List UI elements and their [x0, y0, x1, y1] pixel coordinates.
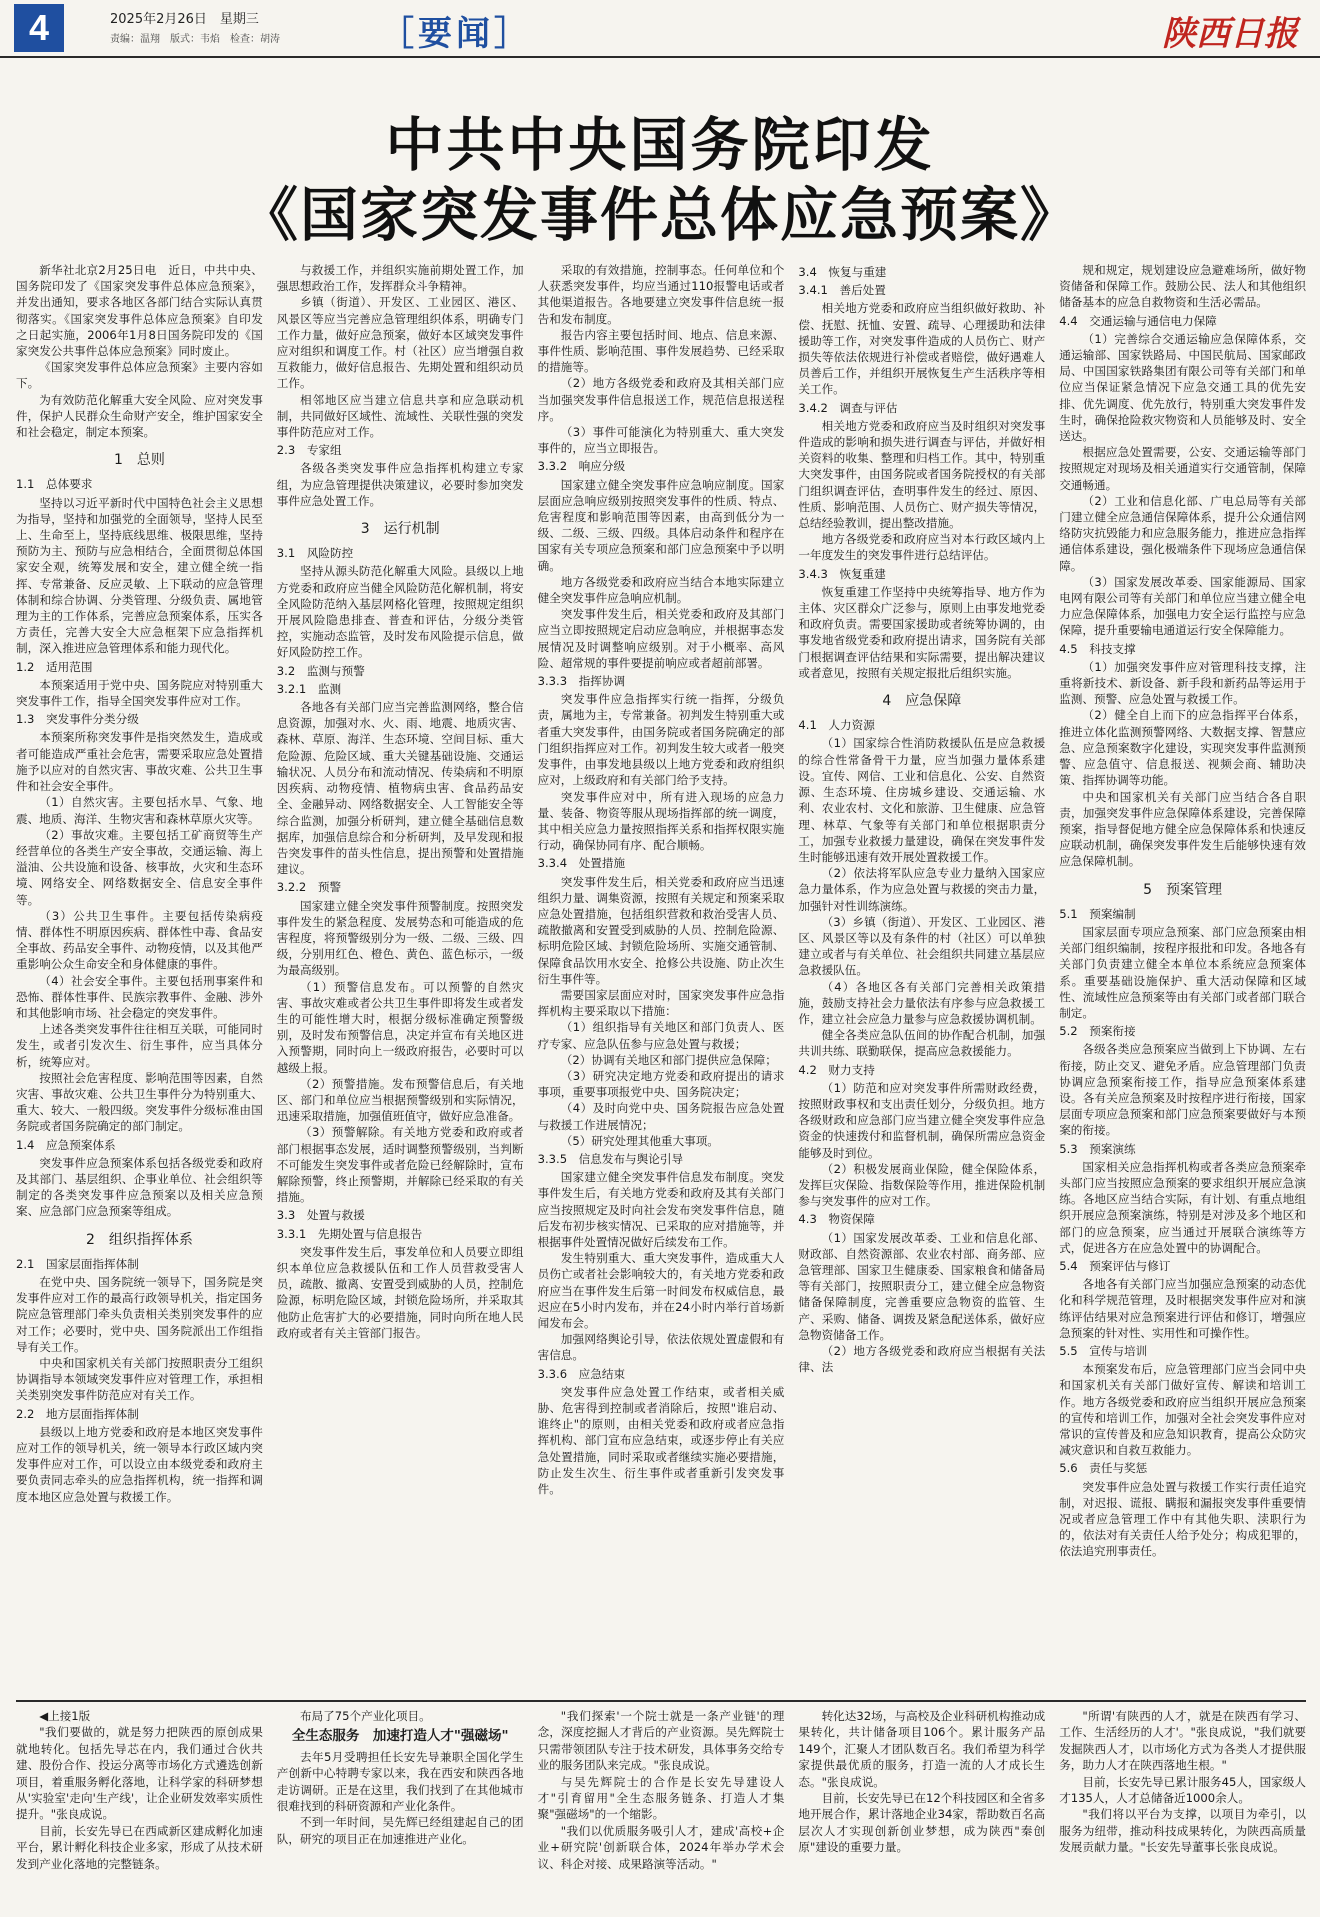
paragraph: 各地各有关部门应当加强应急预案的动态优化和科学规范管理，及时根据突发事件应对和演练评估结果对应急预案进行评估和修订，增强应急预案的针对性、实用性和可操作性。: [1059, 1277, 1306, 1340]
paragraph: （1）加强突发事件应对管理科技支撑，注重将新技术、新设备、新手段和新药品等运用于监测、预警、应急处置与救援工作。: [1059, 659, 1306, 707]
paragraph: 在党中央、国务院统一领导下，国务院是突发事件应对工作的最高行政领导机关，指定国务院应急管理部门牵头负责相关类别突发事件的应对工作；必要时，党中央、国务院派出工作组指导有关工作。: [16, 1274, 263, 1354]
paragraph: 采取的有效措施，控制事态。任何单位和个人获悉突发事件，均应当通过110报警电话或者其他渠道报告。各地要建立突发事件信息统一报告和发布制度。: [537, 263, 785, 326]
subsection-heading: 3.3.4 处置措施: [537, 856, 626, 871]
paragraph: （2）依法将军队应急专业力量纳入国家应急力量体系，作为应急处置与救援的突击力量，加强针对性训练演练。: [798, 866, 1046, 913]
paragraph: （1）防范和应对突发事件所需财政经费，按照财政事权和支出责任划分，分级负担。地方各级财政和应急部门应当建立健全突发事件应急资金的快速拨付和监督机制，确保所需应急资金能够及时到位。: [798, 1080, 1046, 1160]
paragraph: （1）预警信息发布。可以预警的自然灾害、事故灾难或者公共卫生事件即将发生或者发生的可能性增大时，根据分级标准确定预警级别，及时发布预警信息，决定并宣布有关地区进入预警期，同时向上一级政府报告，必要时可以越级上报。: [276, 979, 524, 1075]
subsection-heading: 5.6 责任与奖惩: [1059, 1461, 1148, 1476]
continued-column: [798, 1708, 1045, 1914]
paragraph: 《国家突发事件总体应急预案》主要内容如下。: [16, 360, 263, 391]
paragraph: （2）地方各级党委和政府及其相关部门应当加强突发事件信息报送工作，规范信息报送程序。: [537, 376, 785, 423]
paragraph: 去年5月受聘担任长安先导兼职全国化学生产创新中心特聘专家以来，我在西安和陕西各地走访调研。正是在这里，我们找到了在其他城市很难找到的科研资源和产业化条件。: [276, 1749, 524, 1814]
article-column: [277, 262, 524, 1692]
subsection-heading: 3.3.5 信息发布与舆论引导: [537, 1151, 684, 1166]
paragraph: 本预案所称突发事件是指突然发生，造成或者可能造成严重社会危害，需要采取应急处置措施予以应对的自然灾害、事故灾难、公共卫生事件和社会安全事件。: [16, 730, 263, 794]
paragraph: 县级以上地方党委和政府是本地区突发事件应对工作的领导机关，统一领导本行政区域内突发事件应对工作，可以设立由本级党委和政府主要负责同志牵头的应急指挥机构，统一指挥和调度本地区应急处置与救援工作。: [16, 1424, 263, 1504]
paragraph: 突发事件发生后，相关党委和政府及其部门应当立即按照规定启动应急响应，并根据事态发展情况及时调整响应级别。对于小概率、高风险、超常规的事件要提前响应或者超前部署。: [537, 607, 785, 670]
article-column: [538, 262, 785, 1692]
paragraph: 坚持以习近平新时代中国特色社会主义思想为指导，坚持和加强党的全面领导，坚持人民至上、生命至上，坚持底线思维、极限思维，坚持预防为主、预防与应急相结合，全面贯彻总体国家安全观，统筹发展和安全，建立健全统一指挥、专常兼备、反应灵敏、上下联动的应急管理体制和综合协调、分类管理、分级负责、属地管理为主的工作体系，完善应急预案体系，压实各方责任，完善大安全大应急框架下应急指挥机制，深入推进应急管理体系和能力现代化。: [16, 495, 263, 656]
paragraph: 中央和国家机关有关部门应当结合各自职责，加强突发事件应急保障体系建设，完善保障预案，指导督促地方健全应急保障体系和快速反应联动机制，确保突发事件发生后能够快速有效应急保障机制。: [1059, 789, 1306, 869]
subsection-heading: 2.1 国家层面指挥体制: [16, 1256, 139, 1271]
subsection-heading: 3.4.1 善后处置: [798, 283, 886, 298]
subsection-heading: 4.5 科技支撑: [1059, 641, 1136, 656]
continued-column: [1059, 1708, 1306, 1914]
subsection-heading: 3.3 处置与救援: [276, 1208, 365, 1223]
paragraph: 为有效防范化解重大安全风险、应对突发事件，保护人民群众生命财产安全，维护国家安全和社会稳定，制定本预案。: [16, 392, 263, 440]
paragraph: （1）自然灾害。主要包括水旱、气象、地震、地质、海洋、生物灾害和森林草原火灾等。: [16, 795, 263, 826]
paragraph: 国家建立健全突发事件应急响应制度。国家层面应急响应级别按照突发事件的性质、特点、危害程度和影响范围等因素，由高到低分为一级、二级、三级、四级。具体启动条件和程序在国家有关专项应急预案和部门应急预案中予以明确。: [537, 477, 785, 573]
section-heading: 2 组织指挥体系: [85, 1231, 193, 1248]
subsection-heading: 5.2 预案衔接: [1059, 1024, 1136, 1039]
paragraph: 相关地方党委和政府应当及时组织对突发事件造成的影响和损失进行调查与评估，并做好相关资料的收集、整理和归档工作。其中，特别重大突发事件，由国务院或者国务院授权的有关部门组织调查评估，查明事件发生的经过、原因、性质、影响范围、人员伤亡、财产损失等情况，总结经验教训，提出整改措施。: [798, 418, 1046, 531]
subsection-heading: 2.3 专家组: [276, 443, 342, 458]
paragraph: （2）事故灾难。主要包括工矿商贸等生产经营单位的各类生产安全事故，交通运输、海上溢油、公共设施和设备、核事故，火灾和生态环境、网络安全、网络数据安全、信息安全事件等。: [16, 827, 263, 907]
paragraph: 上述各类突发事件往往相互关联，可能同时发生，或者引发次生、衍生事件，应当具体分析，统筹应对。: [16, 1022, 263, 1069]
paragraph: 目前，长安先导已累计服务45人，国家级人才135人，人才总储备近1000余人。: [1059, 1774, 1306, 1806]
paragraph: "我们以优质服务吸引人才，建成'高校+企业+研究院'创新联合体，2024年举办学术会议、科企对接、成果路演等活动。": [537, 1823, 785, 1871]
paragraph: 加强网络舆论引导，依法依规处置虚假和有害信息。: [537, 1332, 785, 1363]
subsection-heading: 4.1 人力资源: [798, 718, 875, 733]
paragraph: ◀上接1版: [39, 1709, 91, 1723]
paragraph: 突发事件发生后，相关党委和政府应当迅速组织力量、调集资源，按照有关规定和预案采取应急处置措施，包括组织营救和救治受害人员、疏散撤离和安置受到威胁的人员、控制危险源、标明危险区域、封锁危险场所、实施交通管制、保障食品饮用水安全、抢修公共设施、防止次生衍生事件等。: [537, 874, 785, 986]
subsection-heading: 1.3 突发事件分类分级: [16, 712, 139, 727]
paragraph: 坚持从源头防范化解重大风险。县级以上地方党委和政府应当健全风险防范化解机制，将安全风险防范纳入基层网格化管理，按照规定组织开展风险隐患排查、普查和评估，分级分类管控，实施动态监管，及时发布风险提示信息，做好风险防控工作。: [276, 564, 524, 660]
paragraph: 突发事件应急处置与救援工作实行责任追究制，对迟报、谎报、瞒报和漏报突发事件重要情况或者应急管理工作中有其他失职、渎职行为的，依法对有关责任人给予处分；构成犯罪的，依法追究刑事责任。: [1059, 1479, 1306, 1559]
paragraph: （3）公共卫生事件。主要包括传染病疫情、群体性不明原因疾病、群体性中毒、食品安全事故、药品安全事件、动物疫情，以及其他严重影响公众生命安全和身体健康的事件。: [16, 908, 263, 972]
paragraph: （1）国家发展改革委、工业和信息化部、财政部、自然资源部、农业农村部、商务部、应急管理部、国家卫生健康委、国家粮食和储备局等有关部门，按照职责分工，建立健全应急物资储备保障制度，完善重要应急物资的监管、生产、采购、储备、调拨及紧急配送体系，做好应急物资储备工作。: [798, 1230, 1046, 1342]
subsection-heading: 1.4 应急预案体系: [16, 1137, 116, 1152]
paragraph: （2）积极发展商业保险，健全保险体系，发挥巨灾保险、指数保险等作用，推进保险机制参与突发事件的应对工作。: [798, 1161, 1046, 1209]
newspaper-logo: 陕西日报: [1162, 14, 1298, 54]
paragraph: （3）事件可能演化为特别重大、重大突发事件的，应当立即报告。: [537, 425, 785, 456]
paragraph: 突发事件应急处置工作结束，或者相关威胁、危害得到控制或者消除后，按照"谁启动、谁终止"的原则，由相关党委和政府或者应急指挥机构、部门宣布应急结束，或逐步停止有关应急处置措施，同时采取或者继续实施必要措施，防止发生次生、衍生事件或者重新引发突发事件。: [537, 1384, 785, 1497]
subsection-heading: 1.2 适用范围: [16, 659, 93, 674]
paragraph: （3）国家发展改革委、国家能源局、国家电网有限公司等有关部门和单位应当建立健全电力应急保障体系，加强电力安全运行监控与应急保障，提升重要输电通道运行安全保障能力。: [1059, 574, 1306, 638]
section-title: ［要闻］: [380, 14, 532, 54]
paragraph: 国家建立健全突发事件预警制度。按照突发事件发生的紧急程度、发展势态和可能造成的危害程度，将预警级别分为一级、二级、三级、四级，分别用红色、橙色、黄色、蓝色标示，一级为最高级别。: [276, 898, 524, 978]
continued-column: [277, 1708, 524, 1914]
article-column: [798, 262, 1045, 1692]
subsection-heading: 3.3.6 应急结束: [537, 1366, 626, 1381]
subsection-heading: 1.1 总体要求: [16, 477, 93, 492]
article-column: [1059, 262, 1306, 1692]
paragraph: 新华社北京2月25日电 近日，中共中央、国务院印发了《国家突发事件总体应急预案》，并发出通知，要求各地区各部门结合实际认真贯彻落实。《国家突发事件总体应急预案》自印发之日起实施，2006年1月8日国务院印发的《国家突发公共事件总体应急预案》同时废止。: [16, 263, 263, 359]
paragraph: （4）社会安全事件。主要包括刑事案件和恐怖、群体性事件、民族宗教事件、金融、涉外和其他影响市场、社会稳定的突发事件。: [16, 973, 263, 1020]
section-heading: 3 运行机制: [360, 521, 440, 538]
paragraph: 国家相关应急指挥机构或者各类应急预案牵头部门应当按照应急预案的要求组织开展应急演练。各地区应当结合实际，有计划、有重点地组织开展应急预案演练，特别是对涉及多个地区和部门的应急预案，应当通过开展联合演练等方式，促进各方在应急处置中的协调配合。: [1059, 1159, 1306, 1255]
paragraph: 目前，长安先导已在12个科技园区和全省多地开展合作，累计落地企业34家，帮助数百名高层次人才实现创新创业梦想，成为陕西"秦创原"建设的重要力量。: [798, 1791, 1046, 1855]
continued-column: [538, 1708, 785, 1914]
editor-credits: 责编：温翔 版式：韦焰 检查：胡涛: [110, 34, 280, 45]
subsection-heading: 5.4 预案评估与修订: [1059, 1258, 1171, 1273]
subsection-heading: 3.3.2 响应分级: [537, 459, 626, 474]
subsection-heading: 4.3 物资保障: [798, 1212, 875, 1227]
masthead: [0, 0, 1320, 58]
paragraph: 相邻地区应当建立信息共享和应急联动机制，共同做好区域性、流域性、关联性强的突发事件防范应对工作。: [276, 392, 524, 440]
subsection-heading: 5.3 预案演练: [1059, 1141, 1136, 1156]
paragraph: 转化达32场，与高校及企业科研机构推动成果转化，共计储备项目106个。累计服务产品149个，汇聚人才团队数百名。我们希望为科学家提供最优质的服务，打造一流的人才成长生态。"张良成说。: [798, 1709, 1046, 1789]
paragraph: （1）组织指导有关地区和部门负责人、医疗专家、应急队伍参与应急处置与救援；: [537, 1020, 785, 1051]
paragraph: 本预案发布后，应急管理部门应当会同中央和国家机关有关部门做好宣传、解读和培训工作。地方各级党委和政府应当组织开展应急预案的宣传和培训工作，加强对全社会突发事件应对常识的宣传普及和应急知识教育，提高公众防灾减灾意识和自救互救能力。: [1059, 1362, 1306, 1458]
paragraph: 与救援工作，并组织实施前期处置工作，加强思想政治工作，发挥群众斗争精神。: [276, 263, 524, 294]
article-column: [16, 262, 263, 1692]
subsection-heading: 3.4 恢复与重建: [798, 265, 887, 279]
paragraph: 按照社会危害程度、影响范围等因素，自然灾害、事故灾难、公共卫生事件分为特别重大、重大、较大、一般四级。突发事件分级标准由国务院或者国务院确定的部门制定。: [16, 1070, 263, 1134]
paragraph: "我们将以平台为支撑，以项目为牵引，以服务为纽带，推动科技成果转化，为陕西高质量发展贡献力量。"长安先导董事长张良成说。: [1059, 1807, 1306, 1855]
paragraph: （1）国家综合性消防救援队伍是应急救援的综合性常备骨干力量，应当加强力量体系建设。宜传、网信、工业和信息化、公安、自然资源、生态环境、住房城乡建设、交通运输、水利、农业农村、文化和旅游、卫生健康、应急管理、林草、气象等有关部门和单位根据职责分工，加强专业救援力量建设，确保在突发事件发生时能够迅速有效开展处置救援工作。: [798, 736, 1046, 864]
paragraph: 需要国家层面应对时，国家突发事件应急指挥机构主要采取以下措施：: [537, 987, 785, 1019]
page-number: 4: [14, 4, 64, 52]
paragraph: （2）预警措施。发布预警信息后，有关地区、部门和单位应当根据预警级别和实际情况，迅速采取措施，加强值班值守，做好应急准备。: [276, 1076, 524, 1124]
paragraph: 各级各类应急预案应当做到上下协调、左右衔接，防止交叉、避免矛盾。应急管理部门负责协调应急预案衔接工作，指导应急预案体系建设。各有关应急预案及时按程序进行衔接，国家层面专项应急预案和部门应急预案要做好与本预案的衔接。: [1059, 1042, 1306, 1138]
paragraph: 目前，长安先导已在西咸新区建成孵化加速平台，累计孵化科技企业多家，形成了从技术研发到产业化落地的完整链条。: [16, 1823, 263, 1871]
paragraph: 地方各级党委和政府应当对本行政区域内上一年度发生的突发事件进行总结评估。: [798, 532, 1046, 563]
paragraph: 中央和国家机关有关部门按照职责分工组织协调指导本领域突发事件应对管理工作，承担相关类别突发事件防范应对有关工作。: [16, 1356, 263, 1403]
subsection-heading: 2.2 地方层面指挥体制: [16, 1406, 139, 1421]
subsection-heading: 3.3.3 指挥协调: [537, 674, 626, 689]
subsection-heading: 3.2 监测与预警: [276, 663, 365, 678]
subsection-heading: 3.2.1 监测: [276, 681, 342, 696]
subsection-heading: 3.4.3 恢复重建: [798, 566, 886, 581]
subheading: 全生态服务 加速打造人才"强磁场": [291, 1728, 509, 1745]
subsection-heading: 4.2 财力支持: [798, 1062, 875, 1077]
issue-date: 2025年2月26日 星期三: [110, 12, 259, 27]
subsection-heading: 4.4 交通运输与通信电力保障: [1059, 313, 1217, 328]
article-body: [16, 262, 1306, 1692]
paragraph: （5）研究处理其他重大事项。: [560, 1133, 719, 1148]
paragraph: 规和规定，规划建设应急避难场所，做好物资储备和保障工作。鼓励公民、法人和其他组织储备基本的应急自救物资和生活必需品。: [1059, 263, 1306, 310]
paragraph: 健全各类应急队伍间的协作配合机制，加强共训共练、联勤联保，提高应急救援能力。: [798, 1028, 1046, 1059]
paragraph: 恢复重建工作坚持中央统筹指导、地方作为主体、灾区群众广泛参与，原则上由事发地党委和政府负责。需要国家援助或者统筹协调的，由事发地省级党委和政府提出请求，国务院有关部门根据调查评估结果和实际需要，提出解决建议或者意见，按照有关规定报批后组织实施。: [798, 584, 1046, 680]
paragraph: （2）地方各级党委和政府应当根据有关法律、法: [798, 1344, 1046, 1375]
paragraph: 相关地方党委和政府应当组织做好救助、补偿、抚慰、抚恤、安置、疏导、心理援助和法律援助等工作，对突发事件造成的人员伤亡、财产损失等依法依规进行补偿或者赔偿，做好遇难人员善后工作，并组织开展恢复生产生活秩序等相关工作。: [798, 301, 1046, 397]
section-heading: 4 应急保障: [882, 693, 962, 710]
paragraph: 国家建立健全突发事件信息发布制度。突发事件发生后，有关地方党委和政府及其有关部门应当按照规定及时向社会发布突发事件信息，随后发布初步核实情况、已采取的应对措施等，并根据事件处置情况做好后续发布工作。: [537, 1170, 785, 1249]
paragraph: 突发事件应急指挥实行统一指挥，分级负责，属地为主，专常兼备。初判发生特别重大或者重大突发事件，由国务院或者国务院确定的部门组织指挥应对工作。初判发生较大或者一般突发事件，由事发地县级以上地方党委和政府组织应对，上级政府和有关部门给予支持。: [537, 692, 785, 788]
paragraph: 突发事件应对中，所有进入现场的应急力量、装备、物资等服从现场指挥部的统一调度，其中相关应急力量按照指挥关系和指挥权限实施行动，确保协同有序、配合顺畅。: [537, 789, 785, 853]
section-heading: 5 预案管理: [1143, 881, 1223, 898]
paragraph: "我们要做的，就是努力把陕西的原创成果就地转化。包括先导芯在内，我们通过合伙共建、股份合作、投运分离等市场化方式遴选创新项目，着重服务孵化落地，让科学家的科研梦想从'实验室'走向'生产线'，让企业研发效率实质性提升。"张良成说。: [16, 1725, 263, 1822]
subsection-heading: 5.1 预案编制: [1059, 906, 1136, 921]
paragraph: 报告内容主要包括时间、地点、信息来源、事件性质、影响范围、事件发展趋势、已经采取的措施等。: [537, 327, 785, 375]
paragraph: 地方各级党委和政府应当结合本地实际建立健全突发事件应急响应机制。: [537, 574, 785, 606]
paragraph: 根据应急处置需要，公安、交通运输等部门按照规定对现场及相关通道实行交通管制，保障交通畅通。: [1059, 445, 1306, 492]
paragraph: （3）乡镇（街道）、开发区、工业园区、港区、风景区等以及有条件的村（社区）可以单独建立或者与有关单位、社会组织共同建立基层应急救援队伍。: [798, 914, 1046, 978]
continued-article: [16, 1700, 1306, 1914]
paragraph: 突发事件应急预案体系包括各级党委和政府及其部门、基层组织、企事业单位、社会组织等制定的各类突发事件应急预案以及相关应急预案、应急部门应急预案等组成。: [16, 1155, 263, 1219]
paragraph: 各级各类突发事件应急指挥机构建立专家组，为应急管理提供决策建议，必要时参加突发事件应急处置工作。: [276, 461, 524, 508]
headline-line-1: 中共中央国务院印发: [385, 111, 935, 179]
paragraph: （3）预警解除。有关地方党委和政府或者部门根据事态发展，适时调整预警级别，当判断不可能发生突发事件或者危险已经解除时，宣布解除预警，终止预警期，并解除已经采取的有关措施。: [276, 1125, 524, 1205]
paragraph: 发生特别重大、重大突发事件，造成重大人员伤亡或者社会影响较大的，有关地方党委和政府应当在事件发生后第一时间发布权威信息，最迟应在5小时内发布，并在24小时内举行首场新闻发布会。: [537, 1251, 785, 1330]
paragraph: （4）及时向党中央、国务院报告应急处置与救援工作进展情况；: [537, 1101, 785, 1132]
paragraph: "所谓'有陕西的人才，就是在陕西有学习、工作、生活经历的人才'。"张良成说，"我们就要发掘陕西人才，以市场化方式为各类人才提供服务，助力人才在陕西落地生根。": [1059, 1709, 1306, 1773]
subsection-heading: 3.2.2 预警: [276, 880, 342, 895]
paragraph: "我们探索'一个院士就是一条产业链'的理念，深度挖掘人才背后的产业资源。吴先辉院士只需带领团队专注于技术研发，具体事务交给专业的服务团队来完成。"张良成说。: [537, 1709, 785, 1773]
paragraph: 本预案适用于党中央、国务院应对特别重大突发事件工作，指导全国突发事件应对工作。: [16, 677, 263, 709]
headline-line-2: 《国家突发事件总体应急预案》: [239, 181, 1080, 249]
paragraph: （3）研究决定地方党委和政府提出的请求事项，重要事项报党中央、国务院决定；: [537, 1068, 785, 1100]
paragraph: （2）工业和信息化部、广电总局等有关部门建立健全应急通信保障体系，提升公众通信网络防灾抗毁能力和应急服务能力，推进应急指挥通信体系建设，强化极端条件下现场应急通信保障。: [1059, 493, 1306, 573]
subsection-heading: 3.3.1 先期处置与信息报告: [276, 1226, 423, 1241]
continued-column: [16, 1708, 263, 1914]
paragraph: （4）各地区各有关部门完善相关政策措施，鼓励支持社会力量依法有序参与应急救援工作，建立社会应急力量参与应急救援协调机制。: [798, 979, 1046, 1026]
paragraph: 与吴先辉院士的合作是长安先导建设人才"引育留用"全生态服务链条、打造人才集聚"强磁场"的一个缩影。: [537, 1774, 785, 1822]
paragraph: 布局了75个产业化项目。: [299, 1709, 431, 1723]
section-heading: 1 总则: [113, 452, 165, 469]
paragraph: 乡镇（街道）、开发区、工业园区、港区、风景区等应当完善应急管理组织体系，明确专门工作力量，做好应急预案，做好本区域突发事件应对组织和调度工作。村（社区）应当增强自救互救能力，做好信息报告、先期处置和组织动员工作。: [276, 295, 524, 391]
paragraph: （2）健全自上而下的应急指挥平台体系，推进立体化监测预警网络、大数据支撑、智慧应急、应急预案数字化建设，实现突发事件监测预警、应急值守、信息报送、视频会商、辅助决策、指挥协调等功能。: [1059, 708, 1306, 788]
subsection-heading: 3.1 风险防控: [276, 546, 354, 561]
subsection-heading: 5.5 宣传与培训: [1059, 1344, 1148, 1358]
paragraph: 突发事件发生后，事发单位和人员要立即组织本单位应急救援队伍和工作人员营救受害人员，疏散、撤离、安置受到威胁的人员，控制危险源，标明危险区域，封锁危险场所，并采取其他防止危害扩大的必要措施，同时向所在地人民政府或者有关主管部门报告。: [276, 1244, 524, 1340]
paragraph: （2）协调有关地区和部门提供应急保障；: [560, 1052, 777, 1067]
paragraph: 各地各有关部门应当完善监测网络，整合信息资源，加强对水、火、雨、地震、地质灾害、森林、草原、海洋、生态环境、空间目标、重大危险源、危险区域、重大关键基础设施、交通运输状况、人员分布和流动情况、传染病和不明原因疾病、动物疫情、植物病虫害、食品药品安全、金融异动、网络数据安全、人工智能安全等综合监测，加强分析研判，建立健全基础信息数据库，加强信息综合和分析研判，及早发现和报告突发事件的苗头性信息，提出预警和处置措施建议。: [276, 700, 524, 877]
paragraph: 国家层面专项应急预案、部门应急预案由相关部门组织编制，按程序报批和印发。各地各有关部门负责建立健全本单位本系统应急预案体系。重要基础设施保护、重大活动保障和区域性、流域性应急预案等由有关部门或者部门联合制定。: [1059, 924, 1306, 1020]
paragraph: （1）完善综合交通运输应急保障体系，交通运输部、国家铁路局、中国民航局、国家邮政局、中国国家铁路集团有限公司等有关部门和单位应当保证紧急情况下应急交通工具的优先安排、优先调度、优先放行，特别重大突发事件发生时，确保抢险救灾物资和人员能够及时、安全送达。: [1059, 331, 1306, 444]
paragraph: 不到一年时间，吴先辉已经组建起自己的团队，研究的项目正在加速推进产业化。: [276, 1815, 524, 1846]
subsection-heading: 3.4.2 调查与评估: [798, 400, 898, 415]
